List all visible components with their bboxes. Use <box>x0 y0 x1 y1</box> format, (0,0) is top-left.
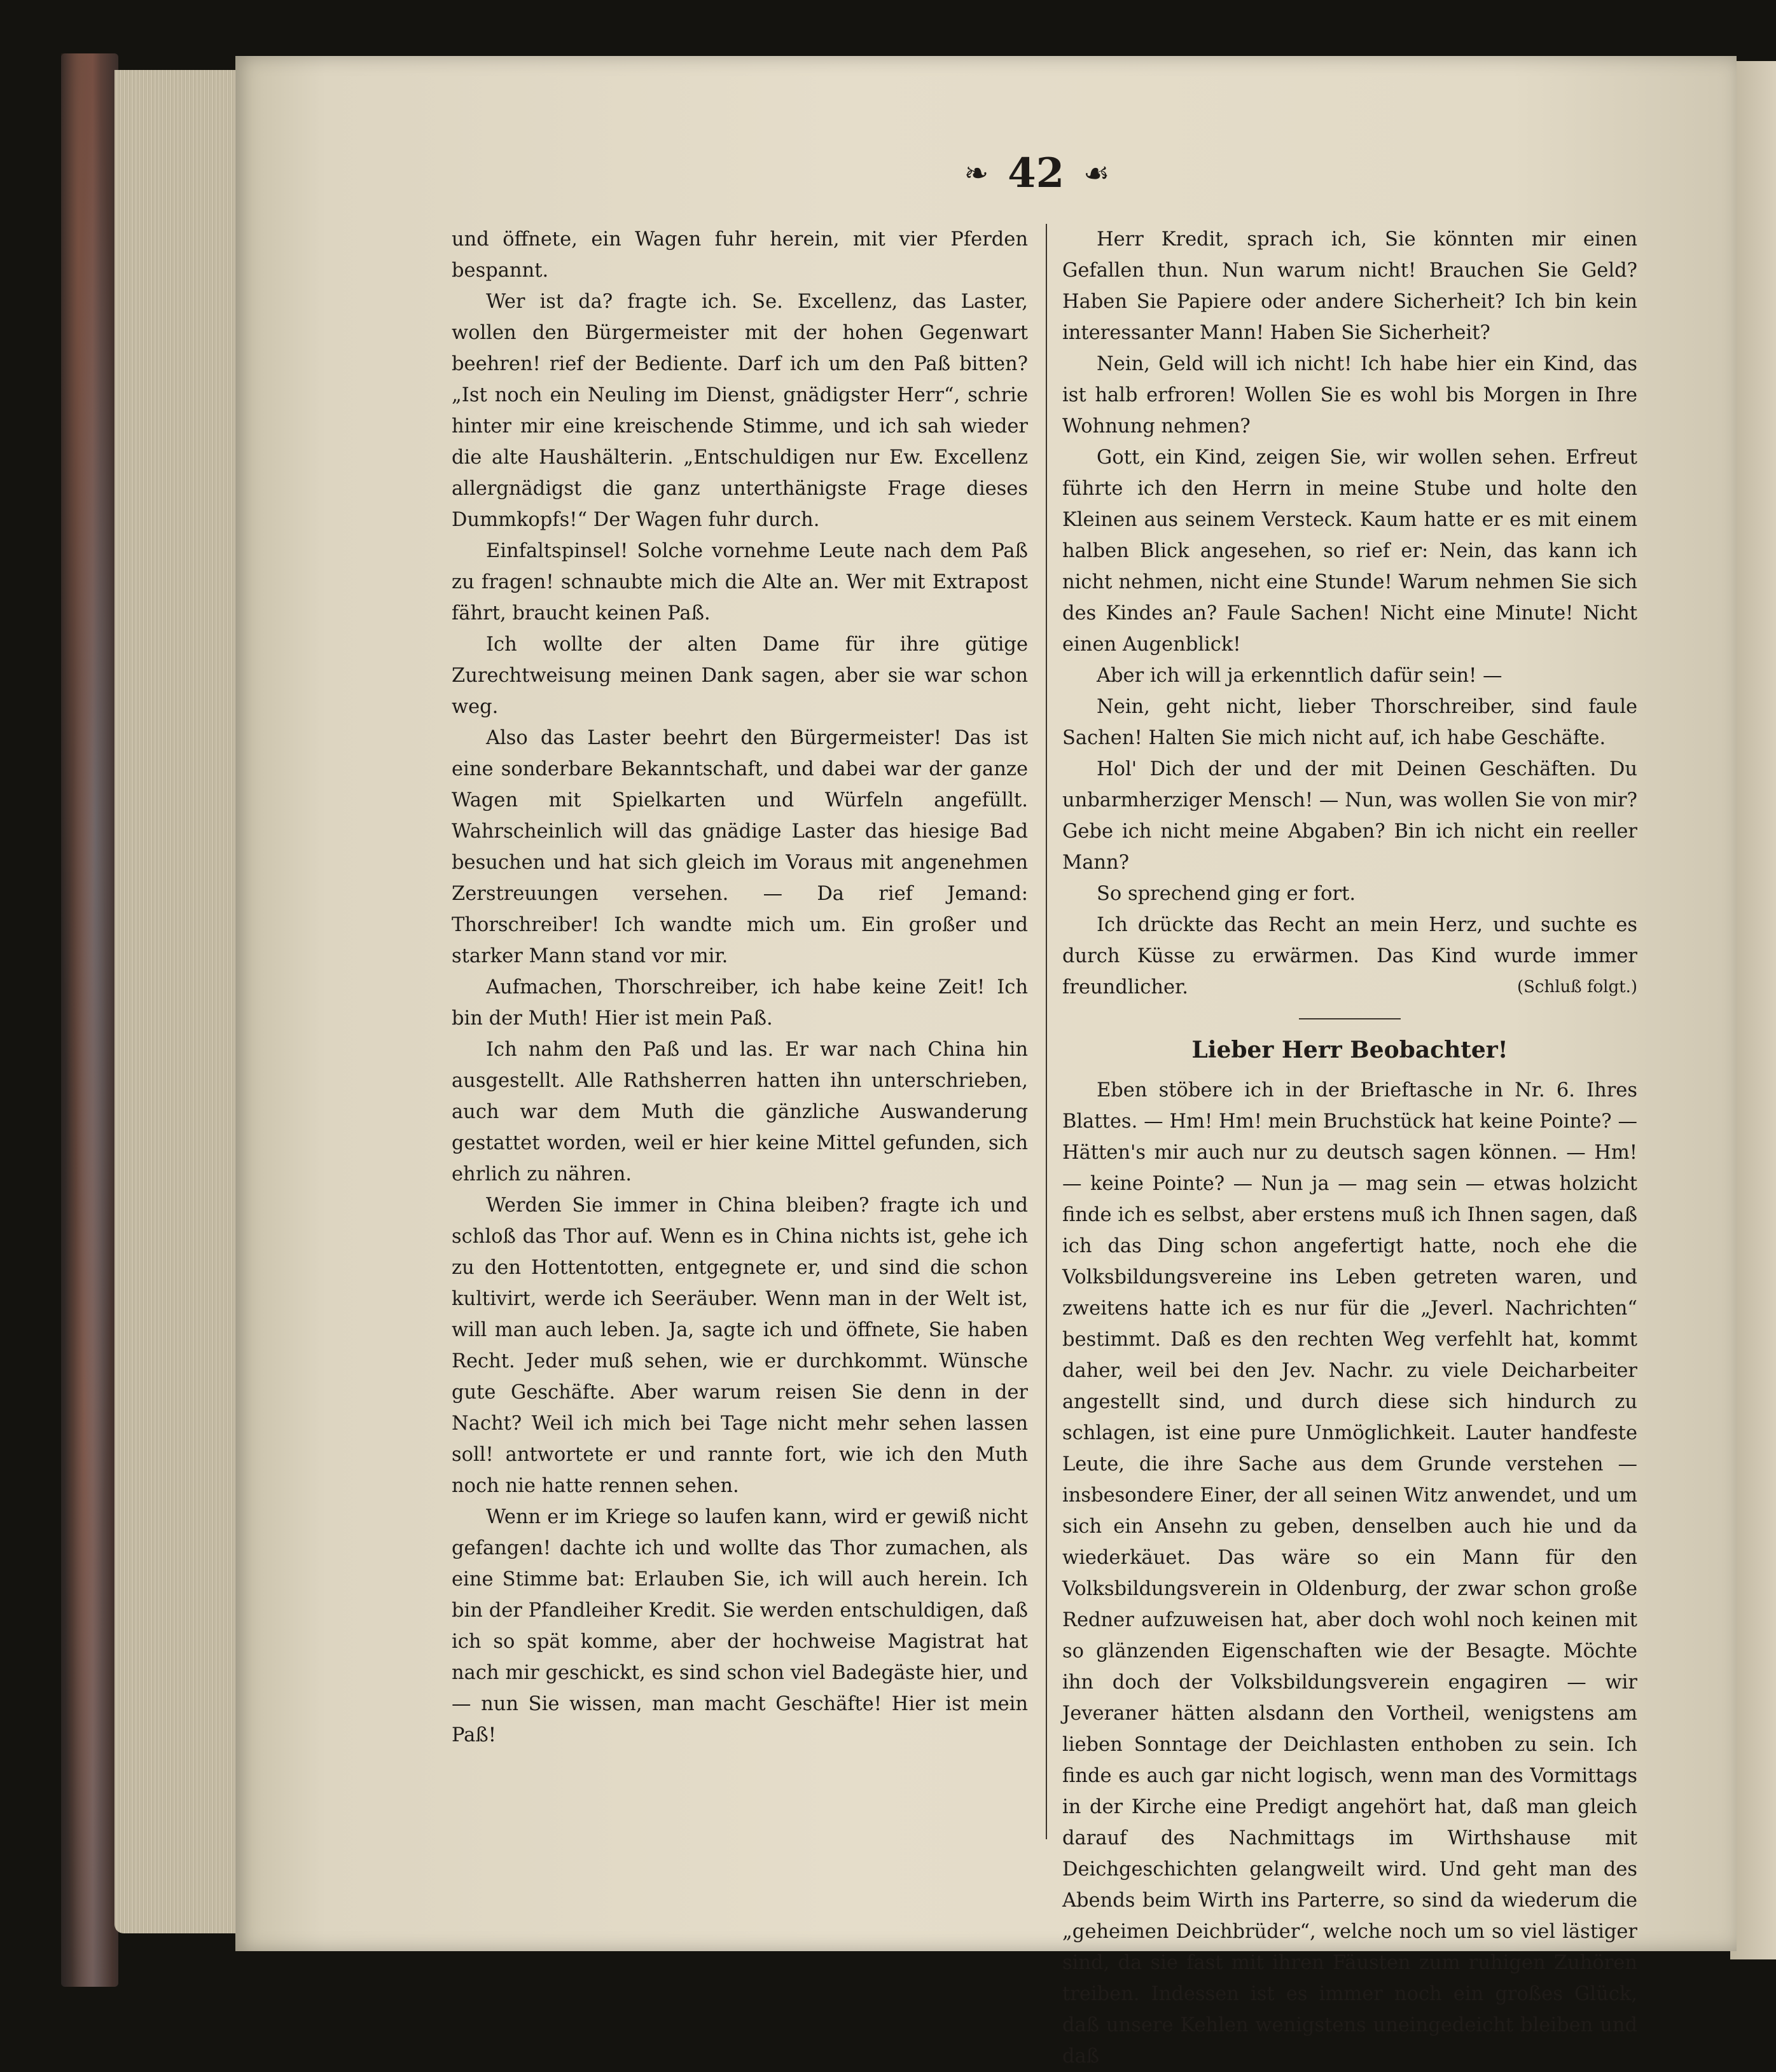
page-number: 42 <box>1008 149 1065 197</box>
paragraph: Wer ist da? fragte ich. Se. Excellenz, das Laster, wollen den Bürgermeister mit der hohen Gegenwart beehren! rief der Bediente. Darf ich um den Paß bitten? „Ist noch ein Neuling im Dienst, gnädigster Herr“, schrie hinter mir eine kreischende Stimme, und ich sah wieder die alte Haushälterin. „Entschuldigen nur Ew. Excellenz allergnädigst die ganz unterthänigste Frage dieses Dummkopfs!“ Der Wagen fuhr durch. <box>452 291 1028 531</box>
paragraph: Nein, geht nicht, lieber Thorschreiber, sind faule Sachen! Halten Sie mich nicht auf, ich habe Geschäfte. <box>1062 696 1637 749</box>
facing-page-edge <box>1730 61 1776 1959</box>
paragraph: Also das Laster beehrt den Bürgermeister! Das ist eine sonderbare Bekanntschaft, und dabei war der ganze Wagen mit Spielkarten und Würfeln angefüllt. Wahrscheinlich will das gnädige Laster das hiesige Bad besuchen und hat sich gleich im Voraus mit angenehmen Zerstreuungen versehen. — Da rief Jemand: Thorschreiber! Ich wandte mich um. Ein großer und starker Mann stand vor mir. <box>452 727 1028 967</box>
continued-note: (Schluß folgt.) <box>1516 977 1637 997</box>
right-column <box>1062 224 1637 2072</box>
paragraph: Aber ich will ja erkenntlich dafür sein! — <box>1097 665 1502 687</box>
paragraph <box>1062 909 1637 1003</box>
page-edges <box>114 70 235 1933</box>
fleuron-icon: ☙ <box>1083 156 1110 190</box>
paragraph: Ich wollte der alten Dame für ihre gütige Zurechtweisung meinen Dank sagen, aber sie war schon weg. <box>452 633 1028 718</box>
column-rule <box>1046 224 1047 1839</box>
left-column <box>452 224 1028 1751</box>
fleuron-icon: ❧ <box>964 156 989 190</box>
paragraph: Wenn er im Kriege so laufen kann, wird er gewiß nicht gefangen! dachte ich und wollte das Thor zumachen, als eine Stimme bat: Erlauben Sie, ich will auch herein. Ich bin der Pfandleiher Kredit. Sie werden entschuldigen, daß ich so spät komme, aber der hochweise Magistrat hat nach mir geschickt, es sind schon viel Badegäste hier, und — nun Sie wissen, man macht Geschäfte! Hier ist mein Paß! <box>452 1506 1028 1746</box>
paragraph: Nein, Geld will ich nicht! Ich habe hier ein Kind, das ist halb erfroren! Wollen Sie es wohl bis Morgen in Ihre Wohnung nehmen? <box>1062 353 1637 438</box>
letter-paragraph: Eben stöbere ich in der Brieftasche in Nr. 6. Ihres Blattes. — Hm! Hm! mein Bruchstück hat keine Pointe? — Hätten's mir auch nur zu deutsch sagen können. — Hm! — keine Pointe? — Nun ja — mag sein — etwas holzicht finde ich es selbst, aber erstens muß ich Ihnen sagen, daß ich das Ding schon angefertigt hatte, noch ehe die Volksbildungsvereine ins Leben getreten waren, und zweitens hatte ich es nur für die „Jeverl. Nachrichten“ bestimmt. Daß es den rechten Weg verfehlt hat, kommt daher, weil bei den Jev. Nachr. zu viele Deicharbeiter angestellt sind, und durch diese sich hindurch zu schlagen, ist eine pure Unmöglichkeit. Lauter handfeste Leute, die ihre Sache aus dem Grunde verstehen — insbesondere Einer, der all seinen Witz anwendet, und um sich ein Ansehn zu geben, denselben auch hie und da wiederkäuet. Das wäre so ein Mann für den Volksbildungsverein in Oldenburg, der zwar schon große Redner aufzuweisen hat, aber doch wohl noch keinen mit so glänzenden Eigenschaften wie der Besagte. Möchte ihn doch der Volksbildungsverein engagiren — wir Jeveraner hätten alsdann den Vortheil, wenigstens am lieben Sonntage der Deichlasten enthoben zu sein. Ich finde es auch gar nicht logisch, wenn man des Vormittags in der Kirche eine Predigt angehört hat, daß man gleich darauf des Nachmittags im Wirthshause mit Deichgeschichten gelangweilt wird. Und geht man des Abends beim Wirth ins Parterre, so sind da wiederum die „geheimen Deichbrüder“, welche noch um so viel lästiger sind, da sie fast mit ihren Fäusten zum ruhigen Zuhören treiben. Indessen ist es immer noch ein großes Glück, daß unsere Kehlen wenigstens uneingedeicht bleiben und daß <box>1062 1079 1637 2068</box>
paragraph: Ich nahm den Paß und las. Er war nach China hin ausgestellt. Alle Rathsherren hatten ihn unterschrieben, auch war dem Muth die gänzliche Auswanderung gestattet worden, weil er hier keine Mittel gefunden, sich ehrlich zu nähren. <box>452 1039 1028 1185</box>
marbled-paper <box>61 53 118 1987</box>
paragraph: Hol' Dich der und der mit Deinen Geschäften. Du unbarmherziger Mensch! — Nun, was wollen Sie von mir? Gebe ich nicht meine Abgaben? Bin ich nicht ein reeller Mann? <box>1062 758 1637 874</box>
paragraph-text: Ich drückte das Recht an mein Herz, und suchte es durch Küsse zu erwärmen. Das Kind wurde immer freundlicher. <box>1062 914 1637 998</box>
page-header <box>891 148 1183 198</box>
letter-title: Lieber Herr Beobachter! <box>1191 1037 1508 1063</box>
paragraph: Werden Sie immer in China bleiben? fragte ich und schloß das Thor auf. Wenn es in China nichts ist, gehe ich zu den Hottentotten, entgegnete er, und sind die schon kultivirt, werde ich Seeräuber. Wenn man in der Welt ist, will man auch leben. Ja, sagte ich und öffnete, Sie haben Recht. Jeder muß sehen, wie er durchkommt. Wünsche gute Geschäfte. Aber warum reisen Sie denn in der Nacht? Weil ich mich bei Tage nicht mehr sehen lassen soll! antwortete er und rannte fort, wie ich den Muth noch nie hatte rennen sehen. <box>452 1194 1028 1497</box>
section-divider <box>1299 1018 1401 1019</box>
paragraph: Einfaltspinsel! Solche vornehme Leute nach dem Paß zu fragen! schnaubte mich die Alte an. Wer mit Extrapost fährt, braucht keinen Paß. <box>452 540 1028 625</box>
paragraph: Herr Kredit, sprach ich, Sie könnten mir einen Gefallen thun. Nun warum nicht! Brauchen Sie Geld? Haben Sie Papiere oder andere Sicherheit? Ich bin kein interessanter Mann! Haben Sie Sicherheit? <box>1062 228 1637 344</box>
book-cover <box>61 53 118 1987</box>
paragraph: So sprechend ging er fort. <box>1097 883 1356 905</box>
paragraph: Aufmachen, Thorschreiber, ich habe keine Zeit! Ich bin der Muth! Hier ist mein Paß. <box>452 976 1028 1030</box>
paragraph: und öffnete, ein Wagen fuhr herein, mit vier Pferden bespannt. <box>452 228 1028 282</box>
paragraph: Gott, ein Kind, zeigen Sie, wir wollen sehen. Erfreut führte ich den Herrn in meine Stube und holte den Kleinen aus seinem Versteck. Kaum hatte er es mit einem halben Blick angesehen, so rief er: Nein, das kann ich nicht nehmen, nicht eine Stunde! Warum nehmen Sie sich des Kindes an? Faule Sachen! Nicht eine Minute! Nicht einen Augenblick! <box>1062 446 1637 656</box>
